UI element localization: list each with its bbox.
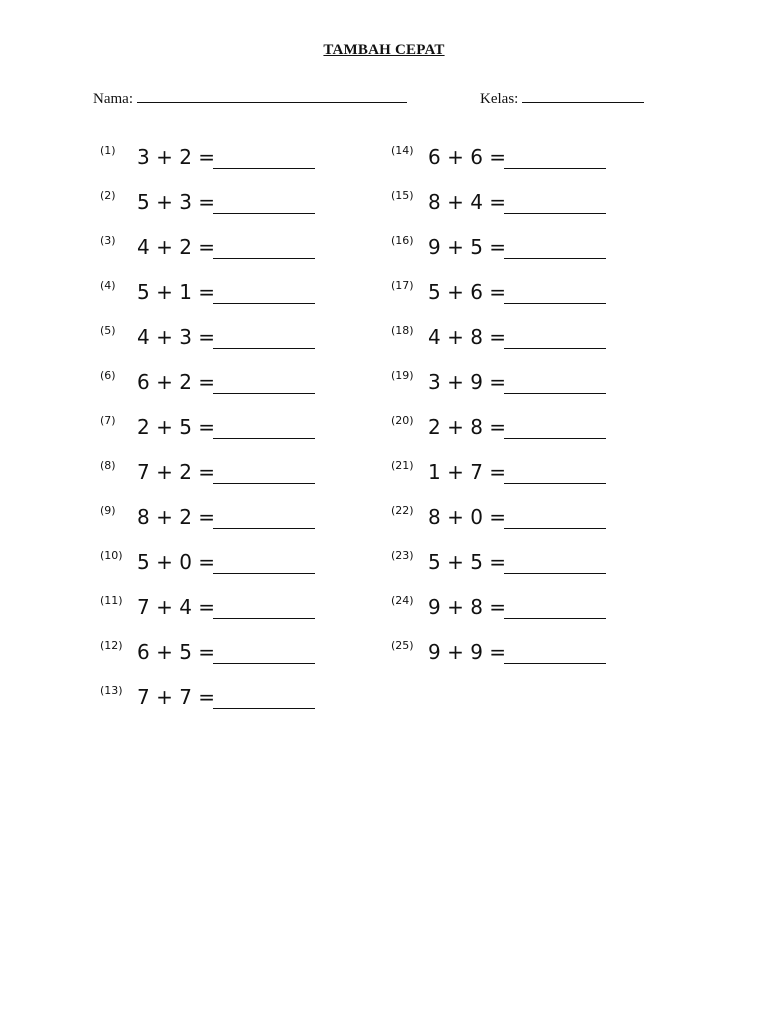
problem-expression: 5 + 0 = <box>137 550 216 574</box>
problem-expression: 2 + 8 = <box>428 415 507 439</box>
problem-number: (2) <box>100 189 116 202</box>
answer-blank <box>504 393 606 394</box>
problem-item <box>99 636 339 681</box>
problem-expression: 5 + 5 = <box>428 550 507 574</box>
problem-item <box>390 636 630 681</box>
problem-number: (3) <box>100 234 116 247</box>
problem-expression: 6 + 5 = <box>137 640 216 664</box>
problem-item <box>390 456 630 501</box>
problem-item <box>99 591 339 636</box>
problem-number: (19) <box>391 369 414 382</box>
answer-blank <box>504 303 606 304</box>
problem-number: (7) <box>100 414 116 427</box>
problem-expression: 5 + 1 = <box>137 280 216 304</box>
name-field <box>93 88 407 108</box>
problem-item <box>99 141 339 186</box>
problem-item <box>390 141 630 186</box>
answer-blank <box>213 438 315 439</box>
problem-item <box>99 231 339 276</box>
problem-item <box>390 186 630 231</box>
problem-number: (25) <box>391 639 414 652</box>
problem-expression: 5 + 6 = <box>428 280 507 304</box>
problem-number: (24) <box>391 594 414 607</box>
problem-item <box>99 276 339 321</box>
problem-number: (18) <box>391 324 414 337</box>
problem-expression: 3 + 9 = <box>428 370 507 394</box>
answer-blank <box>213 528 315 529</box>
problem-item <box>390 546 630 591</box>
answer-blank <box>213 663 315 664</box>
problem-expression: 4 + 2 = <box>137 235 216 259</box>
problem-number: (9) <box>100 504 116 517</box>
problems-left-column <box>99 141 339 726</box>
problem-expression: 9 + 9 = <box>428 640 507 664</box>
problem-item <box>99 546 339 591</box>
answer-blank <box>213 483 315 484</box>
problem-expression: 8 + 2 = <box>137 505 216 529</box>
problem-number: (5) <box>100 324 116 337</box>
answer-blank <box>504 573 606 574</box>
answer-blank <box>213 213 315 214</box>
problem-number: (20) <box>391 414 414 427</box>
answer-blank <box>213 168 315 169</box>
problem-number: (16) <box>391 234 414 247</box>
problem-expression: 7 + 7 = <box>137 685 216 709</box>
problem-expression: 2 + 5 = <box>137 415 216 439</box>
problem-expression: 8 + 4 = <box>428 190 507 214</box>
problem-number: (4) <box>100 279 116 292</box>
problem-item <box>99 366 339 411</box>
answer-blank <box>213 573 315 574</box>
problems-right-column <box>390 141 630 681</box>
problem-item <box>99 186 339 231</box>
class-answer-line <box>522 88 644 103</box>
answer-blank <box>504 528 606 529</box>
problem-number: (22) <box>391 504 414 517</box>
problem-item <box>390 366 630 411</box>
problem-item <box>99 681 339 726</box>
worksheet-title: TAMBAH CEPAT <box>323 42 445 58</box>
problem-number: (10) <box>100 549 123 562</box>
problem-item <box>99 501 339 546</box>
problem-expression: 3 + 2 = <box>137 145 216 169</box>
answer-blank <box>504 438 606 439</box>
problem-expression: 8 + 0 = <box>428 505 507 529</box>
answer-blank <box>504 348 606 349</box>
problem-item <box>99 411 339 456</box>
answer-blank <box>213 393 315 394</box>
answer-blank <box>213 348 315 349</box>
answer-blank <box>213 618 315 619</box>
class-label: Kelas: <box>480 91 519 107</box>
problem-number: (23) <box>391 549 414 562</box>
problem-item <box>99 321 339 366</box>
problem-expression: 6 + 6 = <box>428 145 507 169</box>
problem-expression: 9 + 8 = <box>428 595 507 619</box>
problem-item <box>390 591 630 636</box>
problem-expression: 4 + 8 = <box>428 325 507 349</box>
problem-item <box>390 411 630 456</box>
problem-number: (13) <box>100 684 123 697</box>
problem-item <box>390 321 630 366</box>
answer-blank <box>213 258 315 259</box>
problem-number: (17) <box>391 279 414 292</box>
problem-number: (21) <box>391 459 414 472</box>
problem-number: (14) <box>391 144 414 157</box>
problem-expression: 7 + 2 = <box>137 460 216 484</box>
name-label: Nama: <box>93 91 133 107</box>
problem-expression: 6 + 2 = <box>137 370 216 394</box>
answer-blank <box>213 708 315 709</box>
problem-expression: 5 + 3 = <box>137 190 216 214</box>
problem-item <box>390 231 630 276</box>
problem-item <box>99 456 339 501</box>
problem-expression: 9 + 5 = <box>428 235 507 259</box>
problem-number: (1) <box>100 144 116 157</box>
answer-blank <box>213 303 315 304</box>
answer-blank <box>504 213 606 214</box>
answer-blank <box>504 663 606 664</box>
answer-blank <box>504 618 606 619</box>
class-field <box>480 88 644 108</box>
answer-blank <box>504 483 606 484</box>
problem-number: (11) <box>100 594 123 607</box>
problem-expression: 1 + 7 = <box>428 460 507 484</box>
answer-blank <box>504 258 606 259</box>
answer-blank <box>504 168 606 169</box>
problem-number: (15) <box>391 189 414 202</box>
problem-expression: 4 + 3 = <box>137 325 216 349</box>
name-answer-line <box>137 88 407 103</box>
problem-number: (6) <box>100 369 116 382</box>
problem-item <box>390 501 630 546</box>
problem-number: (12) <box>100 639 123 652</box>
problem-expression: 7 + 4 = <box>137 595 216 619</box>
problem-number: (8) <box>100 459 116 472</box>
problem-item <box>390 276 630 321</box>
